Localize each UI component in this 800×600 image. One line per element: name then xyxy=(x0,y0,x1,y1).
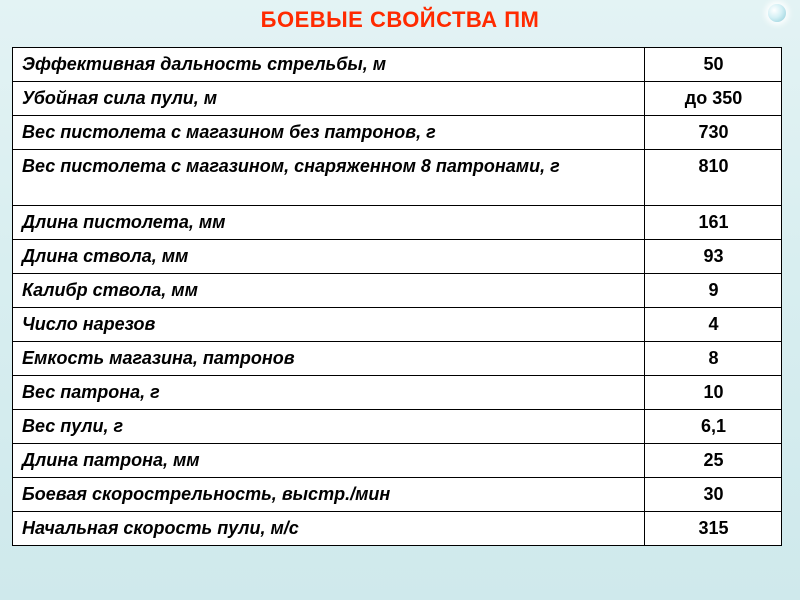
table-row xyxy=(13,512,782,546)
spec-value: 730 xyxy=(645,116,782,150)
table-row xyxy=(13,116,782,150)
spec-value: 50 xyxy=(645,48,782,82)
table-row xyxy=(13,410,782,444)
table-row xyxy=(13,206,782,240)
spec-value: до 350 xyxy=(645,82,782,116)
spec-name: Вес пистолета с магазином, снаряженном 8 патронами, г xyxy=(13,150,645,206)
spec-name: Вес пистолета с магазином без патронов, г xyxy=(13,116,645,150)
table-row xyxy=(13,150,782,206)
spec-name: Длина пистолета, мм xyxy=(13,206,645,240)
spec-name: Емкость магазина, патронов xyxy=(13,342,645,376)
spec-value: 161 xyxy=(645,206,782,240)
spec-value: 6,1 xyxy=(645,410,782,444)
spec-name: Длина ствола, мм xyxy=(13,240,645,274)
spec-name: Вес пули, г xyxy=(13,410,645,444)
spec-name: Длина патрона, мм xyxy=(13,444,645,478)
table-row xyxy=(13,274,782,308)
spec-name: Калибр ствола, мм xyxy=(13,274,645,308)
spec-name: Эффективная дальность стрельбы, м xyxy=(13,48,645,82)
table-row xyxy=(13,82,782,116)
table-row xyxy=(13,308,782,342)
spec-value: 9 xyxy=(645,274,782,308)
spec-value: 810 xyxy=(645,150,782,206)
spec-value: 315 xyxy=(645,512,782,546)
table-row xyxy=(13,444,782,478)
table-row xyxy=(13,48,782,82)
spec-value: 4 xyxy=(645,308,782,342)
table-row xyxy=(13,240,782,274)
table-row xyxy=(13,376,782,410)
slide-title: БОЕВЫЕ СВОЙСТВА ПМ xyxy=(260,7,540,32)
table-row xyxy=(13,478,782,512)
spec-value: 10 xyxy=(645,376,782,410)
spec-value: 93 xyxy=(645,240,782,274)
spec-name: Боевая скорострельность, выстр./мин xyxy=(13,478,645,512)
spec-value: 25 xyxy=(645,444,782,478)
spec-name: Число нарезов xyxy=(13,308,645,342)
table-row xyxy=(13,342,782,376)
spec-name: Убойная сила пули, м xyxy=(13,82,645,116)
spec-name: Вес патрона, г xyxy=(13,376,645,410)
spec-name: Начальная скорость пули, м/с xyxy=(13,512,645,546)
specs-table xyxy=(12,47,782,546)
spec-value: 8 xyxy=(645,342,782,376)
spec-value: 30 xyxy=(645,478,782,512)
